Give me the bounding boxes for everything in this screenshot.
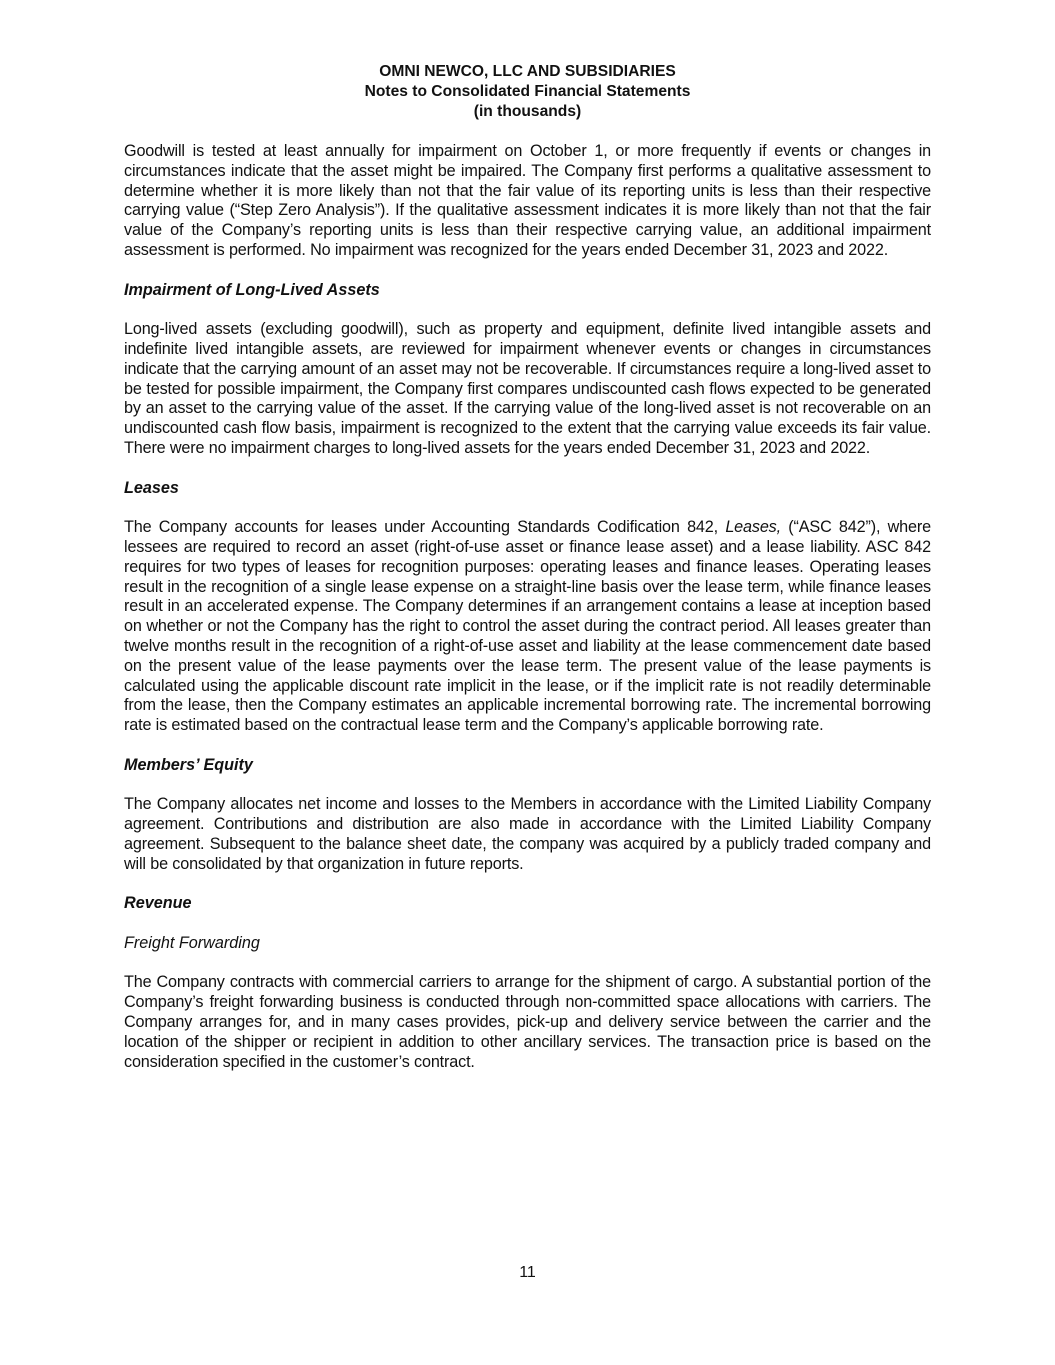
members-equity-paragraph: The Company allocates net income and losses to the Members in accordance with the Limited Liability Company agreement. Contributions and distribution are also made in accordance with the Limited Liability Company agreement. Subsequent to the balance sheet date, the company was acquired by a publicly traded company and will be consolidated by that organization in future reports. [124, 795, 931, 873]
freight-forwarding-subheading: Freight Forwarding [124, 933, 260, 952]
units-note: (in thousands) [473, 103, 582, 120]
page-number: 11 [519, 1264, 536, 1281]
document-page [124, 62, 931, 1072]
impairment-heading: Impairment of Long-Lived Assets [124, 280, 380, 299]
revenue-heading: Revenue [124, 894, 192, 913]
leases-italic-term: Leases, [725, 518, 781, 537]
leases-heading: Leases [124, 478, 179, 497]
company-name: OMNI NEWCO, LLC AND SUBSIDIARIES [379, 63, 676, 80]
freight-forwarding-paragraph: The Company contracts with commercial carriers to arrange for the shipment of cargo. A substantial portion of the Company’s freight forwarding business is conducted through non-committed space allocations with carriers. The Company arranges for, and in many cases provides, pick-up and delivery service between the carrier and the location of the shipper or recipient in addition to other ancillary services. The transaction price is based on the consideration specified in the customer’s contract. [124, 973, 931, 1071]
leases-text-start: The Company accounts for leases under Accounting Standards Codification 842, [124, 518, 726, 537]
members-equity-heading: Members’ Equity [124, 755, 253, 774]
document-title: Notes to Consolidated Financial Statements [364, 83, 691, 100]
leases-paragraph [124, 518, 931, 736]
leases-text-end: (“ASC 842”), where lessees are required to record an asset (right-of-use asset or finance lease asset) and a lease liability. ASC 842 requires for two types of leases for recognition purposes: operating leases and finance leases. Operating leases result in the recognition of a single lease expense on a straight-line basis over the lease term, while finance leases result in an accelerated expense. The Company determines if an arrangement contains a lease at inception based on whether or not the Company has the right to control the asset during the contract period. All leases greater than twelve months result in the recognition of a right-of-use asset and liability at the lease commencement date based on the present value of the lease payments over the lease term. The present value of the lease payments is calculated using the applicable discount rate implicit in the lease, or if the implicit rate is not readily determinable from the lease, then the Company estimates an applicable incremental borrowing rate. The incremental borrowing rate is estimated based on the contractual lease term and the Company’s applicable borrowing rate. [124, 518, 931, 735]
goodwill-paragraph: Goodwill is tested at least annually for impairment on October 1, or more frequently if events or changes in circumstances indicate that the asset might be impaired. The Company first performs a qualitative assessment to determine whether it is more likely than not that the fair value of its reporting units is less than their respective carrying value (“Step Zero Analysis”). If the qualitative assessment indicates it is more likely than not that the fair value of the Company’s reporting units is less than their respective carrying value, an additional impairment assessment is performed. No impairment was recognized for the years ended December 31, 2023 and 2022. [124, 142, 931, 259]
document-header [124, 62, 931, 122]
impairment-paragraph: Long-lived assets (excluding goodwill), such as property and equipment, definite lived intangible assets and indefinite lived intangible assets, are reviewed for impairment whenever events or changes in circumstances indicate that the carrying amount of an asset may not be recoverable. If circumstances require a long-lived asset to be tested for possible impairment, the Company first compares undiscounted cash flows expected to be generated by an asset to the carrying value of the asset. If the carrying value of the long-lived asset is not recoverable on an undiscounted cash flow basis, impairment is recognized to the extent that the carrying value exceeds its fair value. There were no impairment charges to long-lived assets for the years ended December 31, 2023 and 2022. [124, 320, 931, 457]
